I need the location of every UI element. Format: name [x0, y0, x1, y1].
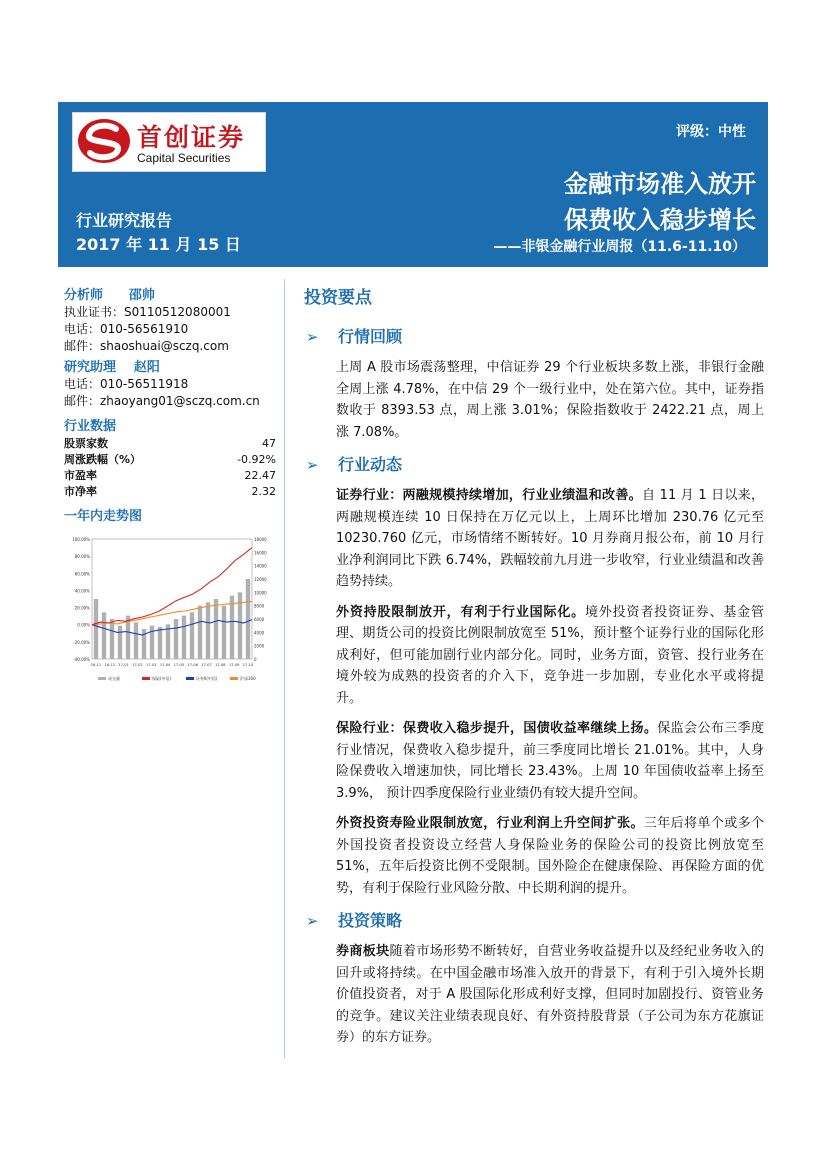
trend-chart	[64, 531, 278, 694]
logo-english-name: Capital Securities	[137, 151, 231, 165]
stat-label: 股票家数	[64, 437, 108, 450]
industry-stats-table	[64, 436, 276, 500]
x-axis-tick-label: 17-08	[215, 663, 226, 667]
x-axis-tick-label: 17-05	[173, 663, 185, 667]
stat-value: 2.32	[251, 485, 276, 498]
legend-swatch	[98, 677, 106, 680]
arrow-bullet-icon: ➢	[306, 456, 319, 474]
insurance-paragraph	[336, 718, 764, 804]
paragraph-body: 三年后将单个或多个外国投资者投资设立经营人身保险业务的保险公司的投资比例放宽至 51%，五年后投资比例不受限制。国外险企在健康保险、再保险方面的优势，有利于保险行业风险分散、中长期利润的提升。	[336, 816, 764, 896]
column-divider	[284, 279, 285, 1059]
right-axis-tick-label: 12000	[254, 577, 267, 582]
paragraph-lead: 证券行业：两融规模持续增加，行业业绩温和改善。	[336, 488, 642, 503]
plot-area	[92, 539, 252, 659]
x-axis-tick-label: 16-12	[104, 663, 116, 667]
paragraph-body: 自 11 月 1 日以来，两融规模连续 10 日保持在万亿元以上，上周环比增加 230.76 亿元至 10230.760 亿元，市场情绪不断转好。10 月券商月报公布，前 10 月行业净利润同比下跌 6.74%，跌幅较前九月进一步收窄，行业业绩温和改善趋势持续。	[336, 488, 764, 589]
table-row	[64, 436, 276, 452]
analyst-email: 邮件：shaoshuai@sczq.com	[64, 339, 229, 353]
volume-bar	[110, 619, 114, 659]
market-review-paragraph: 上周 A 股市场震荡整理，中信证券 29 个行业板块多数上涨，非银行金融全周上涨 4.78%，在中信 29 个一级行业中，处在第六位。其中，证券指数收于 8393.53 点，周上涨 3.01%；保险指数收于 2422.21 点，周上涨 7.08%。	[336, 360, 764, 440]
x-axis-tick-label: 17-10	[242, 663, 254, 667]
foreign-holding-paragraph	[336, 602, 764, 710]
paragraph-lead: 保险行业：保费收入稳步提升，国债收益率继续上扬。	[336, 721, 658, 736]
volume-bar	[102, 612, 106, 659]
section-market-review	[304, 325, 764, 349]
analyst-label: 分析师	[64, 288, 104, 303]
report-subtitle: ——非银金融行业周报（11.6-11.10）	[493, 239, 746, 255]
volume-bar	[134, 622, 138, 659]
right-axis-tick-label: 2000	[254, 643, 265, 649]
stat-value: 22.47	[244, 469, 276, 482]
right-axis-tick-label: 18000	[254, 537, 267, 542]
volume-bar	[230, 596, 234, 659]
stat-value: 47	[262, 437, 276, 450]
left-axis-tick-label: 60.00%	[74, 571, 90, 577]
analyst-cert: 执业证书：S0110512080001	[64, 305, 231, 319]
legend-label: 沪深300	[240, 676, 256, 681]
life-insurance-paragraph	[336, 813, 764, 899]
section-investment-strategy	[304, 909, 764, 933]
table-row	[64, 484, 276, 500]
right-axis-tick-label: 6000	[254, 617, 265, 622]
section-title: 行情回顾	[338, 327, 403, 346]
right-axis-tick-label: 4000	[254, 630, 265, 636]
volume-bar	[214, 599, 218, 659]
paragraph-lead: 券商板块	[336, 944, 390, 959]
left-axis-tick-label: -20.00%	[73, 639, 90, 645]
volume-bar	[118, 626, 122, 659]
volume-bar	[158, 627, 162, 659]
legend-label: 成交量	[108, 676, 120, 681]
left-axis-tick-label: -40.00%	[73, 657, 90, 662]
paragraph-lead: 外资投资寿险业限制放宽，行业利润上升空间扩张。	[336, 816, 644, 831]
table-row	[64, 452, 276, 468]
report-date: 2017 年 11 月 15 日	[76, 235, 241, 254]
section-title: 行业动态	[338, 455, 403, 474]
report-header	[58, 102, 768, 267]
analyst-line	[64, 287, 278, 304]
left-axis-tick-label: 80.00%	[74, 554, 90, 560]
investment-highlights-title: 投资要点	[304, 288, 372, 308]
logo-emblem-icon	[77, 118, 131, 164]
table-row	[64, 468, 276, 484]
sidebar	[64, 287, 278, 694]
report-type: 行业研究报告	[76, 211, 173, 230]
legend-label: 证券II(中信)	[196, 676, 218, 681]
securities-paragraph	[336, 485, 764, 593]
volume-bar	[222, 606, 226, 659]
legend-label: 保险(中信)	[152, 676, 172, 681]
right-axis-tick-label: 0	[254, 657, 257, 662]
left-axis-tick-label: 100.00%	[72, 537, 90, 542]
volume-bar	[198, 606, 202, 659]
legend-swatch	[142, 677, 150, 680]
report-title-line-2: 保费收入稳步增长	[564, 205, 756, 234]
arrow-bullet-icon: ➢	[306, 912, 319, 930]
volume-bar	[190, 612, 194, 659]
paragraph-body: 保监会公布三季度行业情况，保费收入稳步提升，前三季度同比增长 21.01%。其中，人身险保费收入增速加快，同比增长 23.43%。上周 10 年国债收益率上扬至 3.9%， 预计四季度保险行业业绩仍有较大提升空间。	[336, 721, 764, 801]
right-axis-tick-label: 14000	[254, 563, 267, 569]
x-axis-tick-label: 16-11	[90, 663, 102, 667]
stat-label: 周涨跌幅（%）	[64, 453, 142, 466]
left-axis-tick-label: 0.00%	[77, 622, 90, 628]
x-axis-tick-label: 17-01	[118, 663, 129, 667]
right-axis-tick-label: 16000	[254, 550, 267, 556]
section-industry-news	[304, 453, 764, 477]
stat-label: 市盈率	[64, 469, 97, 482]
logo-chinese-name: 首创证券	[137, 123, 246, 152]
trend-chart-title: 一年内走势图	[64, 509, 143, 524]
assistant-name: 赵阳	[133, 360, 160, 375]
section-title: 投资策略	[338, 911, 403, 930]
volume-bar	[182, 616, 186, 659]
volume-bar	[94, 599, 98, 659]
series-line	[92, 620, 252, 635]
report-title-line-1: 金融市场准入放开	[564, 169, 756, 198]
right-axis-tick-label: 8000	[254, 603, 265, 609]
main-content	[304, 285, 764, 1058]
trend-chart-svg	[64, 531, 278, 691]
assistant-email: 邮件：zhaoyang01@sczq.com.cn	[64, 394, 260, 408]
analyst-name: 邵帅	[128, 288, 155, 303]
paragraph-lead: 外资持股限制放开，有利于行业国际化。	[336, 604, 585, 620]
x-axis-tick-label: 17-07	[201, 663, 212, 667]
paragraph-body: 随着市场形势不断转好，自营业务收益提升以及经纪业务收入的回升或将持续。在中国金融市场准入放开的背景下，有利于引入境外长期价值投资者，对于 A 股国际化形成利好支撑，但同时加剧投行、资管业务的竞争。建议关注业绩表现良好、有外资持股背景（子公司为东方花旗证券）的东方证券。	[336, 944, 764, 1045]
industry-data-title: 行业数据	[64, 419, 117, 434]
right-axis-tick-label: 10000	[254, 590, 267, 596]
company-logo	[72, 112, 266, 172]
x-axis-tick-label: 17-03	[146, 663, 157, 667]
stat-value: -0.92%	[237, 453, 276, 466]
x-axis-tick-label: 17-02	[132, 663, 143, 667]
x-axis-tick-label: 17-06	[187, 663, 198, 667]
volume-bar	[174, 619, 178, 659]
assistant-label: 研究助理	[64, 360, 117, 375]
assistant-line	[64, 359, 278, 376]
paragraph-body: 境外投资者投资证券、基金管理、期货公司的投资比例限制放宽至 51%，预计整个证券行业的国际化形成利好，但可能加剧行业内部分化。同时，业务方面，资管、投行业务在境外较为成熟的投资者的介入下，竞争进一步加剧，专业化水平或将提升。	[336, 604, 764, 706]
volume-bar	[246, 579, 250, 659]
assistant-phone: 电话：010-56511918	[64, 377, 189, 391]
legend-swatch	[186, 677, 194, 680]
x-axis-tick-label: 17-09	[228, 663, 240, 667]
volume-bar	[206, 602, 210, 659]
left-axis-tick-label: 20.00%	[74, 605, 90, 611]
left-axis-tick-label: 40.00%	[74, 588, 90, 594]
stat-label: 市净率	[64, 485, 97, 498]
arrow-bullet-icon: ➢	[306, 328, 319, 346]
strategy-paragraph	[336, 941, 764, 1049]
rating: 评级：中性	[676, 124, 746, 140]
legend-swatch	[230, 677, 238, 680]
analyst-phone: 电话：010-56561910	[64, 322, 189, 336]
x-axis-tick-label: 17-04	[159, 663, 171, 667]
